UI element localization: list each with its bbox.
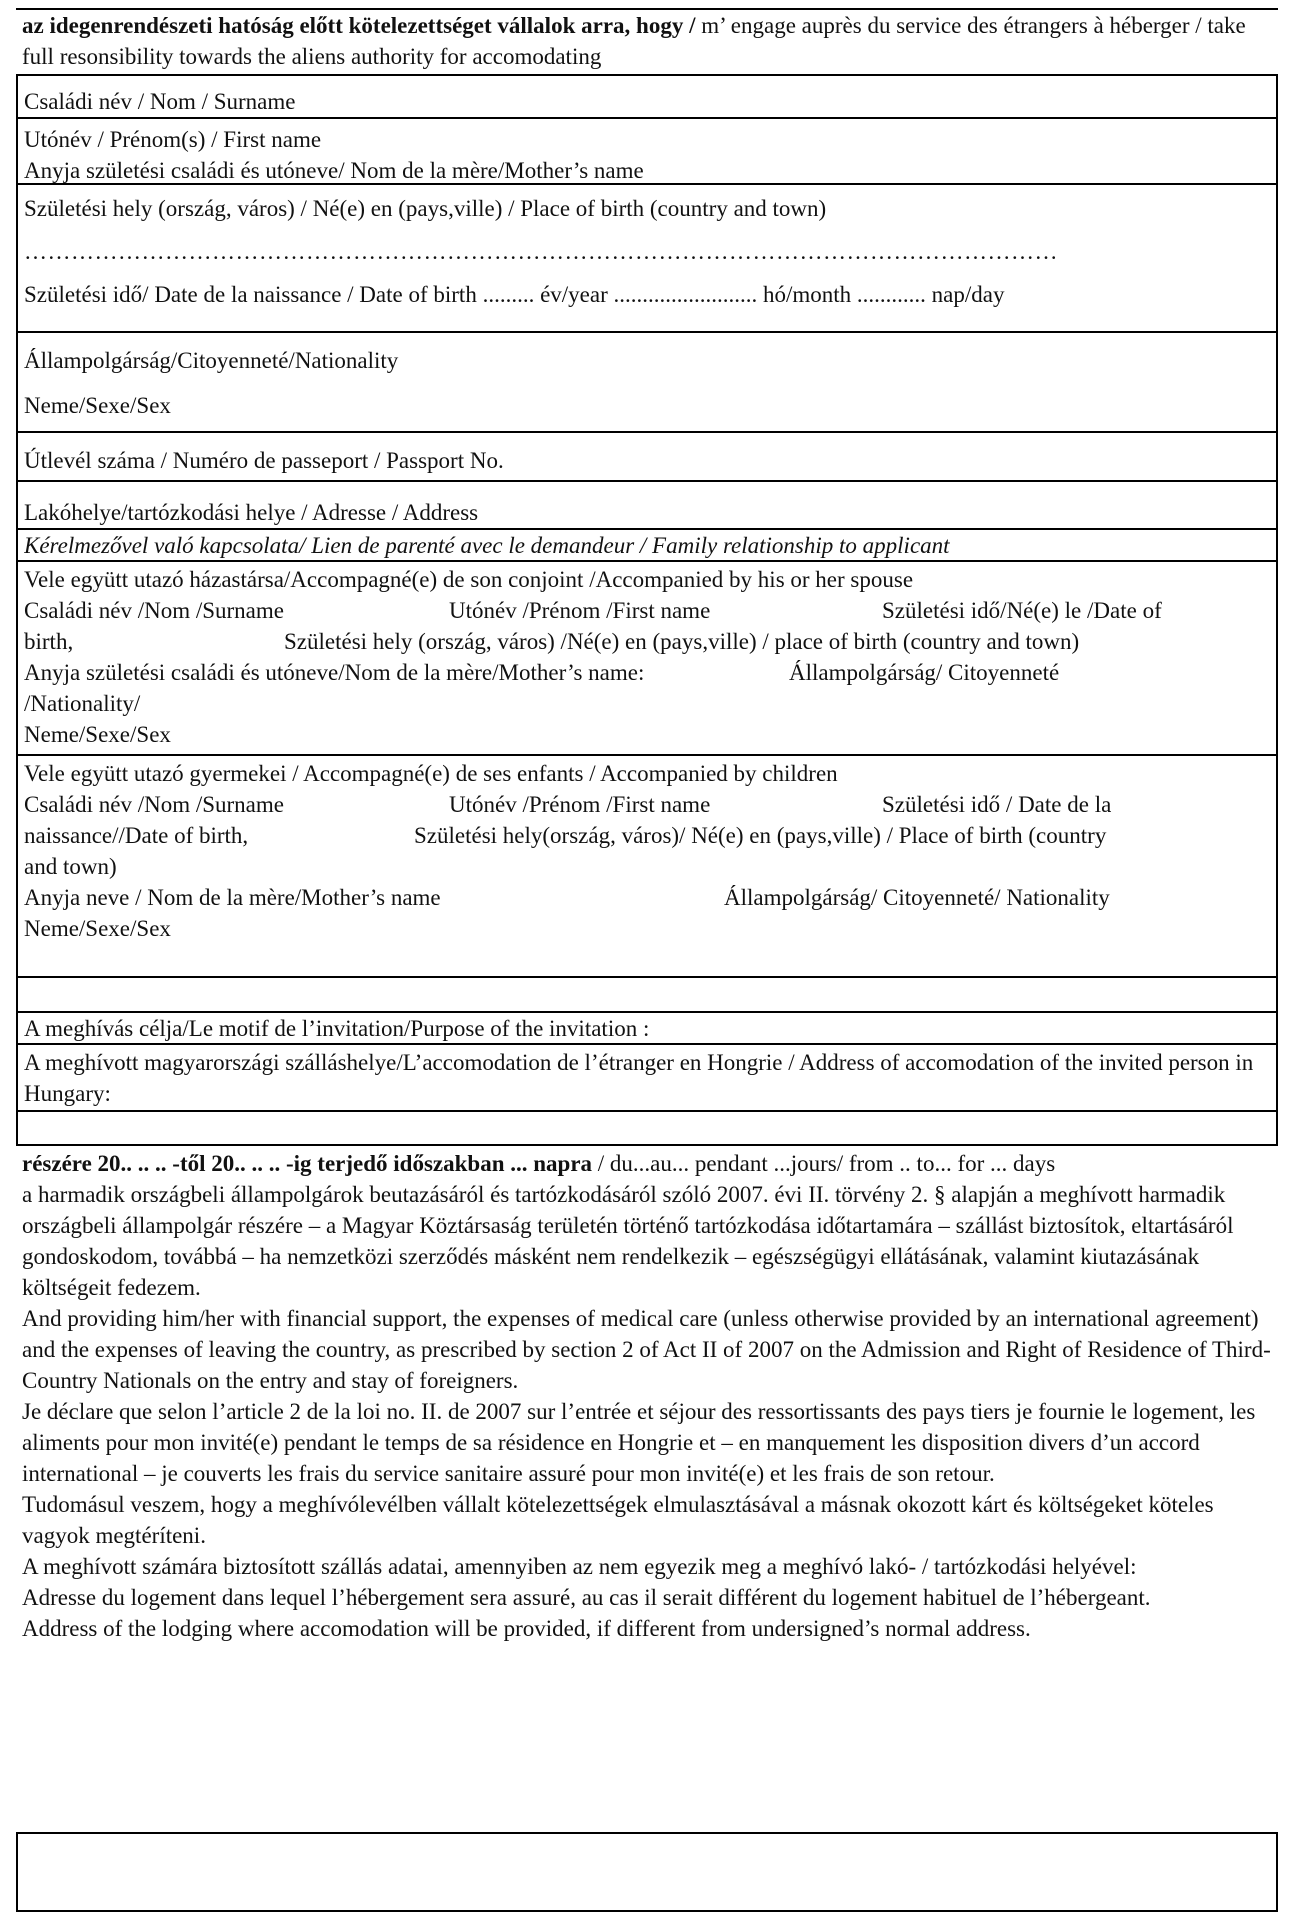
children-nationality-label: Állampolgárság/ Citoyenneté/ Nationality — [724, 885, 1110, 910]
intro-rest: m’ engage auprès du service des étrangers à héberger / take full resonsibility towards the aliens authority for accomodating — [22, 13, 1246, 69]
first-name-row[interactable] — [18, 119, 1276, 185]
spouse-columns — [24, 595, 1270, 626]
paragraph-liability: Tudomásul veszem, hogy a meghívólevélben vállalt kötelezettségek elmulasztásával a másnak okozott kárt és költségeket köteles vagyok megtéríteni. — [22, 1492, 1214, 1548]
surname-label: Családi név / Nom / Surname — [24, 89, 296, 114]
spouse-columns-3 — [24, 657, 1270, 688]
blank-row[interactable] — [18, 978, 1276, 1013]
intro-statement — [16, 8, 1278, 72]
spouse-columns-2 — [24, 626, 1270, 657]
purpose-row[interactable] — [18, 1013, 1276, 1045]
paragraph-hu: a harmadik országbeli állampolgárok beutazásáról és tartózkodásáról szóló 2007. évi II. törvény 2. § alapján a meghívott harmadik országbeli állampolgár részére – a Magyar Köztársaság területén történő tartózkodása időtartamára – szállást biztosítok, eltartásáról gondoskodom, továbbá – ha nemzetközi szerződés másként nem rendelkezik – egészségügyi ellátásának, valamint kiutazásának költségeit fedezem. — [22, 1182, 1234, 1300]
spouse-place-label: Születési hely (ország, város) /Né(e) en (pays,ville) / place of birth (country and town) — [284, 629, 1080, 654]
paragraph-lodging-en: Address of the lodging where accomodation will be provided, if different from undersigned’s normal address. — [22, 1616, 1031, 1641]
spouse-nationality-label-cont: /Nationality/ — [24, 691, 141, 716]
relationship-label: Kérelmezővel való kapcsolata/ Lien de parenté avec le demandeur / Family relationship to applicant — [24, 533, 950, 558]
mother-name-label: Anyja születési családi és utóneve/ Nom de la mère/Mother’s name — [24, 158, 644, 183]
paragraph-fr: Je déclare que selon l’article 2 de la loi no. II. de 2007 sur l’entrée et séjour des ressortissants des pays tiers je fournie le logement, les aliments pour mon invité(e) pendant le temps de sa résidence en Hongrie et – en manquement les disposition divers d’un accord international – je couverts les frais du service sanitaire assuré pour mon invité(e) et les frais de son retour. — [22, 1399, 1256, 1486]
paragraph-lodging-fr: Adresse du logement dans lequel l’hébergement sera assuré, au cas il serait différent du logement habituel de l’hébergeant. — [22, 1585, 1151, 1610]
first-name-label: Utónév / Prénom(s) / First name — [24, 127, 322, 152]
period-line — [22, 1148, 1272, 1179]
date-of-birth-label: Születési idő/ Date de la naissance / Date of birth ......... év/year ......................... hó/month ............ nap/day — [24, 282, 1005, 307]
children-section[interactable] — [18, 756, 1276, 978]
children-columns — [24, 789, 1270, 820]
address-label: Lakóhelye/tartózkodási helye / Adresse / Address — [24, 500, 479, 525]
spouse-mother-label: Anyja születési családi és utóneve/Nom de la mère/Mother’s name: — [24, 660, 645, 685]
children-columns-3 — [24, 882, 1270, 913]
passport-label: Útlevél száma / Numéro de passeport / Passport No. — [24, 448, 504, 473]
spouse-dob-label: Születési idő/Né(e) le /Date of — [882, 598, 1162, 623]
address-row[interactable] — [18, 482, 1276, 530]
intro-bold: az idegenrendészeti hatóság előtt kötelezettséget vállalok arra, hogy / — [22, 13, 696, 38]
children-surname-label: Családi név /Nom /Surname — [24, 792, 284, 817]
spouse-nationality-label: Állampolgárság/ Citoyenneté — [789, 660, 1060, 685]
birth-row[interactable] — [18, 185, 1276, 333]
commitment-text — [16, 1146, 1278, 1644]
accommodation-label: A meghívott magyarországi szálláshelye/L’accomodation de l’étranger en Hongrie / Address of accomodation of the invited person in Hungary: — [24, 1050, 1254, 1106]
children-dob-label: Születési idő / Date de la — [882, 792, 1112, 817]
children-columns-2 — [24, 820, 1270, 851]
purpose-label: A meghívás célja/Le motif de l’invitation/Purpose of the invitation : — [24, 1016, 650, 1041]
spouse-title: Vele együtt utazó házastársa/Accompagné(e) de son conjoint /Accompanied by his or her spouse — [24, 567, 914, 592]
spouse-dob-label-cont: birth, — [24, 629, 74, 654]
applicant-form — [16, 74, 1278, 1146]
accommodation-row[interactable] — [18, 1045, 1276, 1112]
sex-label: Neme/Sexe/Sex — [24, 393, 171, 418]
passport-row[interactable] — [18, 433, 1276, 482]
spouse-first-name-label: Utónév /Prénom /First name — [449, 598, 711, 623]
lodging-address-box[interactable] — [16, 1832, 1278, 1912]
children-sex-label: Neme/Sexe/Sex — [24, 916, 171, 941]
children-place-label: Születési hely(ország, város)/ Né(e) en (pays,ville) / Place of birth (country — [414, 823, 1107, 848]
spouse-section[interactable] — [18, 562, 1276, 756]
relationship-row[interactable] — [18, 530, 1276, 562]
children-place-label-cont: and town) — [24, 854, 117, 879]
nationality-label: Állampolgárság/Citoyenneté/Nationality — [24, 348, 399, 373]
declaration-page — [16, 8, 1278, 1644]
period-rest: / du...au... pendant ...jours/ from .. to... for ... days — [592, 1151, 1056, 1176]
paragraph-en: And providing him/her with financial support, the expenses of medical care (unless otherwise provided by an international agreement) and the expenses of leaving the country, as prescribed by section 2 of Act II of 2007 on the Admission and Right of Residence of Third-Country Nationals on the entry and stay of foreigners. — [22, 1306, 1271, 1393]
paragraph-lodging-hu: A meghívott számára biztosított szállás adatai, amennyiben az nem egyezik meg a meghívó lakó- / tartózkodási helyével: — [22, 1554, 1137, 1579]
surname-row[interactable] — [18, 76, 1276, 119]
children-dob-label-cont: naissance//Date of birth, — [24, 823, 249, 848]
children-mother-label: Anyja neve / Nom de la mère/Mother’s name — [24, 885, 441, 910]
nationality-row[interactable] — [18, 333, 1276, 433]
spouse-sex-label: Neme/Sexe/Sex — [24, 722, 171, 747]
period-bold: részére 20.. .. .. -től 20.. .. .. -ig terjedő időszakban ... napra — [22, 1151, 593, 1176]
place-of-birth-label: Születési hely (ország, város) / Né(e) en (pays,ville) / Place of birth (country and town) — [24, 196, 827, 221]
children-first-name-label: Utónév /Prénom /First name — [449, 792, 711, 817]
spouse-surname-label: Családi név /Nom /Surname — [24, 598, 284, 623]
place-of-birth-dots: …………………………………………………………………………………………………………………… — [24, 239, 1058, 264]
accommodation-blank-row[interactable] — [18, 1112, 1276, 1144]
children-title: Vele együtt utazó gyermekei / Accompagné(e) de ses enfants / Accompanied by children — [24, 761, 838, 786]
